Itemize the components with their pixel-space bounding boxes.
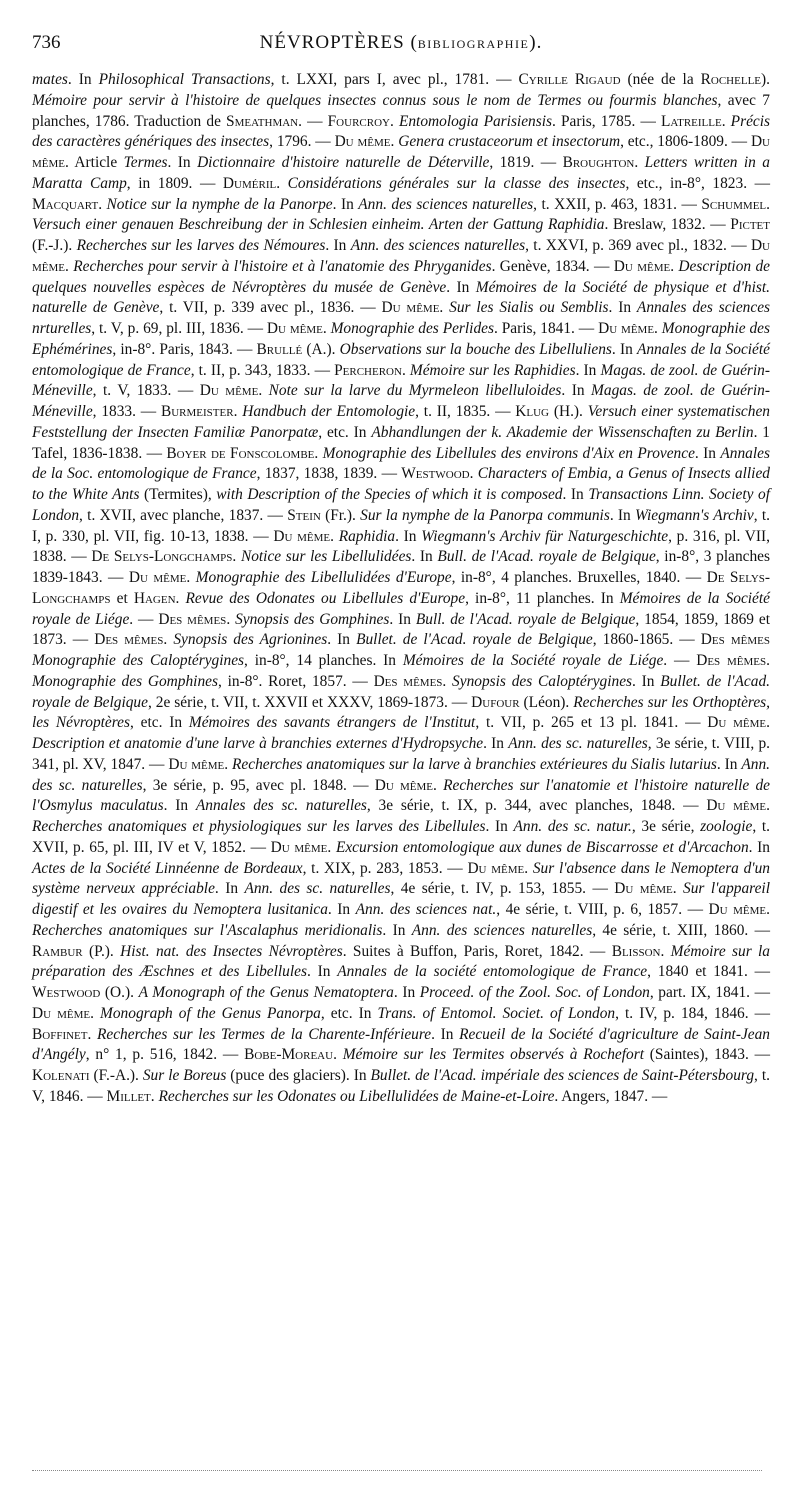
italic-title-segment: Recherches sur les Termes de la Charente-Inférieure [96,1025,432,1043]
author-name-segment: Du même [128,569,187,586]
author-name-segment: Rochelle [700,71,762,88]
text-segment: . [258,382,269,400]
italic-title-segment: Notice sur la nymphe de la Panorpe [106,195,333,213]
italic-title-segment: Mémoire sur les Termites observés à Rochefort [342,1046,644,1064]
text-segment: , t. II, p. 343, 1833. — [190,361,335,379]
text-segment: , t. IV, p. 184, 1846. — [615,1004,771,1022]
author-name-segment: Klug [515,403,550,420]
italic-title-segment: Synopsis des Agrionines [173,631,328,649]
title-small: BIBLIOGRAPHIE [417,37,530,51]
text-segment: . In [431,1025,460,1043]
author-name-segment: Des mêmes [700,631,770,649]
italic-title-segment: Trans. of Entomol. Societ. of London [377,1004,616,1022]
text-segment: . In [167,154,198,171]
italic-title-segment: Magas. de zool. de Guérin-Méneville [32,361,770,400]
text-segment: . [314,444,323,462]
italic-title-segment: Entomologia Parisiensis [398,112,552,130]
author-name-segment: Du même [32,237,770,275]
text-segment: (Termites), [139,486,217,503]
text-segment: . [672,880,684,898]
text-segment: (puce des glaciers). In [226,1067,371,1084]
text-segment: . In [382,921,412,939]
text-segment: . Paris, 1785. — [552,112,661,130]
title-close: ). [529,32,543,53]
italic-title-segment: Termes [123,154,168,171]
author-name-segment: Du même [32,133,770,171]
author-name-segment: Duméril [222,174,277,192]
italic-title-segment: Notice sur les Libellulidées [240,548,412,566]
text-segment: . Angers, 1847. — [554,1087,668,1105]
author-name-segment: Pictet [730,216,770,234]
italic-title-segment: Magas. de zool. de Guérin-Méneville [32,382,770,420]
italic-title-segment: Transactions Linn. Society of London [32,486,771,524]
italic-title-segment: Hist. nat. des Insectes Névroptères [120,942,343,960]
italic-title-segment: Mémoires de la Société royale de Liége [402,652,664,669]
italic-title-segment: Annales des sc. naturelles [195,797,367,815]
italic-title-segment: Abhandlungen der k. Akademie der Wissenschaften zu Berlin [371,423,754,441]
text-segment: . [433,776,444,794]
italic-title-segment: with Description of the Species of which it is composed [216,486,563,503]
italic-title-segment: Ann. des sc. natur. [513,818,632,835]
text-segment: , in-8°. Roret, 1857. — [217,672,374,690]
page-number: 736 [32,32,61,53]
italic-title-segment: Bull. de l'Acad. royale de Belgique [437,548,656,566]
italic-title-segment: Excursion entomologique aux dunes de Biscarrosse et d'Arcachon [335,838,749,856]
text-segment: (Saintes), 1843. — [644,1046,770,1064]
author-name-segment: Dufour [471,693,520,711]
text-segment: . [90,1004,101,1022]
text-segment: , t. XIX, p. 283, 1853. — [302,859,468,877]
text-segment: . [670,257,679,275]
italic-title-segment: Monographie des Caloptérygines [32,652,245,669]
italic-title-segment: Genera crustaceorum et insectorum [398,133,621,151]
text-segment: , t. V, p. 69, pl. III, 1836. — [91,320,267,337]
text-segment: , in-8°, 11 planches. In [465,589,620,607]
text-segment: . [232,548,241,566]
text-segment: . [634,154,645,171]
text-segment: , 1854, 1859, 1869 et 1873. — [32,610,770,649]
text-segment: , in-8°, 3 planches 1839-1843. — [32,548,770,586]
text-segment: , t. V, 1833. — [92,382,200,400]
author-name-segment: Du même [334,133,391,151]
text-segment: . [322,320,331,337]
text-segment: , t. I, p. 330, pl. VII, fig. 10-13, 1838. — [32,506,771,545]
italic-title-segment: Sur l'absence dans le Nemoptera d'un système nerveux appréciable [32,859,770,898]
italic-title-segment: Wiegmann's Archiv [635,506,754,524]
author-name-segment: Schummel [701,195,767,213]
text-segment: , avec 7 planches, 1786. Traduction de [32,91,770,130]
text-segment: , 1837, 1838, 1839. — [256,465,402,483]
italic-title-segment: Mémoires des savants étrangers de l'Institut [188,714,476,732]
text-segment: . In [327,631,357,649]
italic-title-segment: Bull. de l'Acad. royale de Belgique [415,610,636,628]
italic-title-segment: Ann. des sciences naturelles [350,237,526,254]
text-segment: . In [332,195,359,213]
text-segment: , 2e série, t. VII, t. XXVII et XXXV, 1869-1873. — [147,693,472,711]
author-name-segment: Du même [706,797,767,815]
text-segment: , 3e série, [631,818,701,835]
text-segment: . In [483,735,509,752]
bibliography-text [32,70,770,1108]
text-segment: , in 1809. — [126,174,223,192]
italic-title-segment: Bullet. de l'Acad. impériale des sciences de Saint-Pétersbourg [370,1067,755,1084]
author-name-segment: Broughton [562,154,635,171]
text-segment: , t. XVII, p. 65, pl. III, IV et V, 1852. — [32,818,770,856]
text-segment: . Genève, 1834. — [491,257,614,275]
author-name-segment: Du même [467,859,525,877]
footer-rule [32,1470,762,1471]
text-segment: . In [411,548,438,566]
author-name-segment: Boffinet [32,1025,88,1043]
author-name-segment: Hagen [133,589,176,607]
text-segment: , in-8°, 4 planches. Bruxelles, 1840. — [451,569,707,586]
text-segment: , t. XVII, avec planche, 1837. — [79,506,288,524]
italic-title-segment: Sur les Sialis ou Semblis [449,299,609,317]
text-segment: . Article [65,154,124,171]
italic-title-segment: Précis des caractères génériques des insectes [32,112,770,151]
text-segment: . [654,320,662,337]
italic-title-segment: Recherches sur les larves des Némoures [76,237,326,254]
author-name-segment: Kolenati [32,1067,90,1084]
text-segment: . In [562,486,589,503]
text-segment: . [439,299,450,317]
author-name-segment: De Selys-Longchamps [32,569,771,607]
text-segment: . [186,569,196,586]
author-name-segment: Du même [707,714,767,732]
italic-title-segment: Revue des Odonates ou Libellules d'Europe [185,589,466,607]
text-segment: (O.). [100,984,139,1001]
text-segment: . [766,901,770,918]
author-name-segment: Rambur [32,942,83,960]
italic-title-segment: Dictionnaire d'histoire naturelle de Déterville [197,154,490,171]
author-name-segment: Smeathman [226,112,299,130]
text-segment: , t. II, 1835. — [415,403,516,420]
italic-title-segment: Monographie des Gomphines [32,672,218,690]
author-name-segment: Westwood [401,465,470,483]
italic-title-segment: Annales de la Soc. entomologique de France [32,444,770,483]
text-segment: . In [393,984,420,1001]
author-name-segment: Du même [266,320,323,337]
text-segment: , t. VII, p. 339 avec pl., 1836. — [159,299,382,317]
text-segment: , 1840 et 1841. — [647,963,771,981]
text-segment: . [721,112,731,130]
text-segment: , 3e série, t. IX, p. 344, avec planches, 1848. — [366,797,707,815]
text-segment: . In [325,237,351,254]
text-segment: , part. IX, 1841. — [649,984,771,1001]
author-name-segment: Latreille [660,112,722,130]
italic-title-segment: zoologie [700,818,753,835]
italic-title-segment: Observations sur la bouche des Libelluliens [339,340,612,358]
text-segment: , 3e série, p. 95, avec pl. 1848. — [142,776,375,794]
author-name-segment: Du même [598,320,655,337]
text-segment: . In [395,527,422,545]
author-name-segment: Des mêmes [158,610,227,628]
italic-title-segment: Recueil de la Société d'agriculture de Saint-Jean d'Angély [32,1025,770,1064]
author-name-segment: Des mêmes [94,631,164,649]
author-name-segment: Du même [168,755,225,773]
text-segment: , etc., 1806-1809. — [620,133,751,151]
text-segment: . In [608,299,637,317]
author-name-segment: Millet [106,1087,151,1105]
italic-title-segment: Wiegmann's Archiv für Naturgeschichte [421,527,669,545]
text-segment: . [87,1025,97,1043]
author-name-segment: Du même [270,838,328,856]
italic-title-segment: Synopsis des Gomphines [235,610,390,628]
italic-title-segment: Ann. des sc. naturelles [32,755,770,794]
text-segment: . Suites à Buffon, Paris, Roret, 1842. — [342,942,612,960]
text-segment: . [163,631,174,649]
text-segment: . In [561,382,592,400]
italic-title-segment: Handbuch der Entomologie [242,403,416,420]
running-title [32,32,770,54]
text-segment: . In [389,610,416,628]
italic-title-segment: Description et anatomie d'une larve à branchies externes d'Hydropsyche [32,735,484,752]
author-name-segment: Du même [273,527,331,545]
text-segment: (Léon). [519,693,574,711]
text-segment: , t. XXVI, p. 369 avec pl., 1832. — [525,237,751,254]
italic-title-segment: Philosophical Transactions [98,71,271,88]
italic-title-segment: Recherches sur les Orthoptères, les Névroptères [32,693,770,732]
italic-title-segment: Sur la nymphe de la Panorpa communis [360,506,610,524]
text-segment: , in-8°. Paris, 1843. — [112,340,257,358]
italic-title-segment: Monograph of the Genus Panorpa [100,1004,321,1022]
italic-title-segment: Actes de la Société Linnéenne de Bordeaux [32,859,303,877]
text-segment: . In [632,672,661,690]
italic-title-segment: Mémoire sur les Raphidies [409,361,576,379]
text-segment: . In [748,838,770,856]
text-segment: . [389,112,399,130]
text-segment: , 4e série, t. XIII, 1860. — [592,921,770,939]
author-name-segment: Cyrille Rigaud [518,71,621,88]
italic-title-segment: Versuch einer systematischen Feststellung der Insecten Familiæ Panorpatæ [32,403,770,441]
text-segment: . [330,527,339,545]
italic-title-segment: Ann. des sciences naturelles [358,195,534,213]
text-segment: . — [129,610,159,628]
text-segment: . [401,361,410,379]
italic-title-segment: Note sur la larve du Myrmeleon libelluloides [268,382,562,400]
text-segment: , t. V, 1846. — [32,1067,770,1105]
italic-title-segment: Mémoires de la Société de physique et d'hist. naturelle de Genève [32,278,770,317]
text-segment: . [333,1046,343,1064]
text-segment: . [524,859,533,877]
text-segment: . In [67,71,99,88]
text-segment: . Breslaw, 1832. — [604,216,731,234]
book-page [32,30,770,1108]
italic-title-segment: Annales de la Société entomologique de France [32,340,770,379]
italic-title-segment: Considérations générales sur la classe des insectes [287,174,626,192]
italic-title-segment: Proceed. of the Zool. Soc. of London [419,984,650,1001]
text-segment: (Fr.). [320,506,361,524]
author-name-segment: Percheron [334,361,402,379]
text-segment: (P.). [82,942,121,960]
italic-title-segment: Mémoires de la Société royale de Liége [32,589,770,628]
author-name-segment: Du même [708,901,767,918]
italic-title-segment: Versuch einer genauen Beschreibung der in Schlesien einheim. Arten der Gattung Raphidia [32,216,605,234]
text-segment: . Paris, 1841. — [493,320,599,337]
text-segment: (F.-A.). [89,1067,143,1084]
author-name-segment: Stein [287,506,321,524]
italic-title-segment: Ann. des sciences naturelles [411,921,593,939]
text-segment: , t. VII, p. 265 et 13 pl. 1841. — [475,714,708,732]
author-name-segment: Du même [613,257,671,275]
italic-title-segment: Recherches anatomiques et physiologiques sur les larves des Libellules [32,818,486,835]
text-segment: , t. LXXI, pars I, avec pl., 1781. — [270,71,519,88]
text-segment: . [766,195,770,213]
text-segment: . [766,714,771,732]
text-segment: , t. XXII, p. 463, 1831. — [533,195,702,213]
italic-title-segment: Characters of Embia, a Genus of Insects allied to the White Ants [32,465,770,503]
text-segment: . [766,652,770,669]
italic-title-segment: Monographie des Libellulidées d'Europe [195,569,452,586]
text-segment: , 1833. — [92,403,161,420]
italic-title-segment: Recherches anatomiques sur la larve à branchies extérieures du Sialis lutarius [232,755,717,773]
text-segment: . [226,610,236,628]
italic-title-segment: Monographie des Perlides [330,320,494,337]
text-segment: , etc. In [318,423,372,441]
title-main: NÉVROPTÈRES ( [259,32,418,53]
running-header [32,30,770,60]
text-segment: . In [214,880,245,898]
italic-title-segment: Monographie des Ephémérines [32,320,770,358]
author-name-segment: Brullé [256,340,303,358]
text-segment: , etc. In [320,1004,378,1022]
italic-title-segment: Letters written in a Maratta Camp [32,154,771,192]
text-segment: , etc. In [130,714,189,732]
text-segment: , 3e série, t. VIII, p. 341, pl. XV, 1847. — [32,735,770,773]
italic-title-segment: Ann. des sc. naturelles [244,880,391,898]
text-segment: . [660,942,671,960]
text-segment: . [233,403,243,420]
text-segment: . In [485,818,514,835]
italic-title-segment: Annales de la société entomologique de France [337,963,648,981]
italic-title-segment: Mémoire sur la préparation des Æschnes et des Libellules [32,942,771,981]
author-name-segment: Du même [614,880,673,898]
italic-title-segment: Recherches anatomiques sur l'Ascalaphus meridionalis [32,921,383,939]
author-name-segment: De Selys-Longchamps [91,548,233,566]
italic-title-segment: mates [32,71,68,88]
italic-title-segment: Monographie des Libellules des environs d'Aix en Provence [322,444,695,462]
text-segment: . In [611,340,637,358]
author-name-segment: Du même [381,299,440,317]
text-segment: , 4e série, t. IV, p. 153, 1855. — [390,880,615,898]
text-segment: . [766,797,771,815]
text-segment: . [150,1087,159,1105]
text-segment: . [276,174,288,192]
text-segment: , 4e série, t. VIII, p. 6, 1857. — [496,901,709,918]
author-name-segment: Du même [199,382,259,400]
text-segment: (H.). [549,403,588,420]
italic-title-segment: Recherches sur l'anatomie et l'histoire naturelle de l'Osmylus maculatus [32,776,770,815]
text-segment: . [469,465,478,483]
text-segment: (née de la [620,71,701,88]
text-segment: , 1796. — [269,133,335,151]
italic-title-segment: Bullet. de l'Acad. royale de Belgique [356,631,593,649]
italic-title-segment: Description de quelques nouvelles espèces de Névroptères du musée de Genève [32,257,770,296]
text-segment: , p. 316, pl. VII, 1838. — [32,527,770,566]
text-segment: . [390,133,399,151]
text-segment: . In [694,444,721,462]
text-segment: . In [163,797,196,815]
italic-title-segment: Bullet. de l'Acad. royale de Belgique [32,672,770,711]
text-segment: (A.). [302,340,340,358]
text-segment: ). [761,71,770,88]
italic-title-segment: Annales des sciences nrturelles [32,299,771,337]
text-segment: . [224,755,233,773]
italic-title-segment: A Monograph of the Genus Nematoptera [138,984,394,1001]
text-segment: . In [575,361,601,379]
italic-title-segment: Recherches sur les Odonates ou Libellulidées de Maine-et-Loire [158,1087,555,1105]
italic-title-segment: Recherches pour servir à l'histoire et à l'anatomie des Phryganides [73,257,492,275]
italic-title-segment: Synopsis des Caloptérygines [452,672,633,690]
italic-title-segment: Raphidia [338,527,396,545]
text-segment: . In [609,506,636,524]
italic-title-segment: Ann. des sc. naturelles [508,735,648,752]
text-segment: . — [663,652,697,669]
text-segment: . In [446,278,476,296]
text-segment: et [110,589,134,607]
author-name-segment: Burmeister [160,403,234,420]
text-segment: , n° 1, p. 516, 1842. — [85,1046,245,1064]
text-segment: . [175,589,186,607]
text-segment: . [442,672,453,690]
author-name-segment: Blisson [611,942,661,960]
italic-title-segment: Sur le Boreus [142,1067,227,1084]
author-name-segment: Bobe-Moreau [244,1046,334,1064]
author-name-segment: Boyer de Fonscolombe [166,444,315,462]
text-segment: , 1819. — [489,154,563,171]
italic-title-segment: Ann. des sciences nat. [355,901,497,918]
text-segment: . In [716,755,742,773]
text-segment: . In [306,963,338,981]
text-segment: . [327,838,336,856]
author-name-segment: Fourcroy [327,112,390,130]
italic-title-segment: Sur l'appareil digestif et les ovaires du Nemoptera lusitanica [32,880,770,918]
author-name-segment: Du même [374,776,434,794]
author-name-segment: Des mêmes [696,652,767,669]
text-segment: . [65,257,74,275]
text-segment: , 1860-1865. — [592,631,701,649]
text-segment: . [98,195,107,213]
text-segment: . 1 Tafel, 1836-1838. — [32,423,770,462]
text-segment: , etc., in-8°, 1823. — [625,174,771,192]
italic-title-segment: Mémoire pour servir à l'histoire de quelques insectes connus sous le nom de Termes ou fourmis blanches [32,91,718,109]
author-name-segment: Du même [32,1004,91,1022]
author-name-segment: Westwood [32,984,101,1001]
text-segment: , in-8°, 14 planches. In [244,652,403,669]
author-name-segment: Des mêmes [373,672,443,690]
text-segment: . — [298,112,328,130]
author-name-segment: Macquart [32,195,99,213]
text-segment: (F.-J.). [32,237,77,254]
text-segment: . In [327,901,356,918]
